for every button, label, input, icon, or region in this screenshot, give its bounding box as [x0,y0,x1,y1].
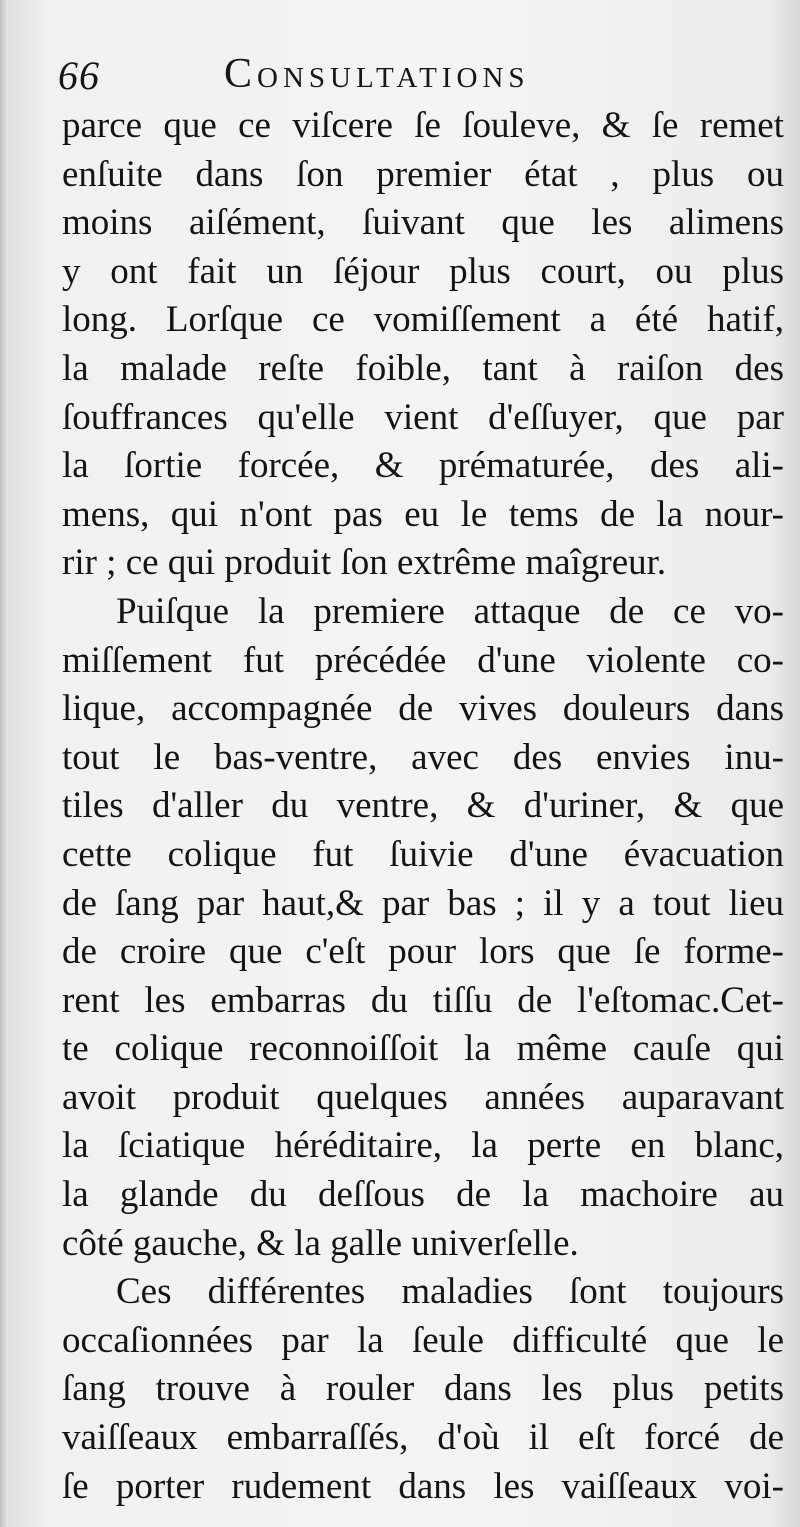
running-head: Consultations [224,51,530,97]
text-line: avoit produit quelques années auparavant [62,1076,784,1118]
text-line: la glande du deſſous de la machoire au [62,1174,784,1216]
text-line: long. Lorſque ce vomiſſement a été hatif, [62,299,784,341]
text-line: enſuite dans ſon premier état , plus ou [62,153,784,195]
body-text [62,102,784,1511]
text-line: vaiſſeaux embarraſſés, d'où il eſt forcé de [62,1417,784,1459]
text-line: moins aiſément, ſuivant que les alimens [62,202,784,244]
page-gutter-shadow [0,0,8,1527]
paragraph-start-line: Puiſque la premiere attaque de ce vo- [116,590,784,632]
text-line: de ſang par haut,& par bas ; il y a tout lieu [62,882,784,924]
text-line: cette colique fut ſuivie d'une évacuation [62,833,784,875]
text-line: tiles d'aller du ventre, & d'uriner, & que [62,785,784,827]
text-line: ſang trouve à rouler dans les plus petits [62,1368,784,1410]
text-line: la ſciatique héréditaire, la perte en blanc, [62,1125,784,1167]
text-line: miſſement fut précédée d'une violente co- [62,639,784,681]
page-header [58,48,778,104]
text-line: parce que ce viſcere ſe ſouleve, & ſe remet [62,105,784,146]
text-line: mens, qui n'ont pas eu le tems de la nour- [62,493,784,535]
text-line: ſouffrances qu'elle vient d'eſſuyer, que par [62,396,784,438]
text-line: la malade reſte foible, tant à raiſon des [62,347,784,389]
text-line: te colique reconnoiſſoit la même cauſe qui [62,1028,784,1070]
text-line: y ont fait un ſéjour plus court, ou plus [62,250,784,292]
text-line: rent les embarras du tiſſu de l'eſtomac.Cet- [62,979,784,1021]
paragraph-start-line: Ces différentes maladies ſont toujours [116,1271,784,1313]
text-line: rir ; ce qui produit ſon extrême maîgreur. [62,542,667,584]
page-number: 66 [58,53,100,98]
text-line: occaſionnées par la ſeule difficulté que le [62,1319,784,1361]
text-line: la ſortie forcée, & prématurée, des ali- [62,445,784,487]
text-line: côté gauche, & la galle univerſelle. [62,1222,579,1264]
text-line: tout le bas-ventre, avec des envies inu- [62,736,784,778]
text-line: lique, accompagnée de vives douleurs dans [62,688,784,730]
text-line: de croire que c'eſt pour lors que ſe forme- [62,931,784,973]
text-line: ſe porter rudement dans les vaiſſeaux voi- [62,1465,784,1507]
